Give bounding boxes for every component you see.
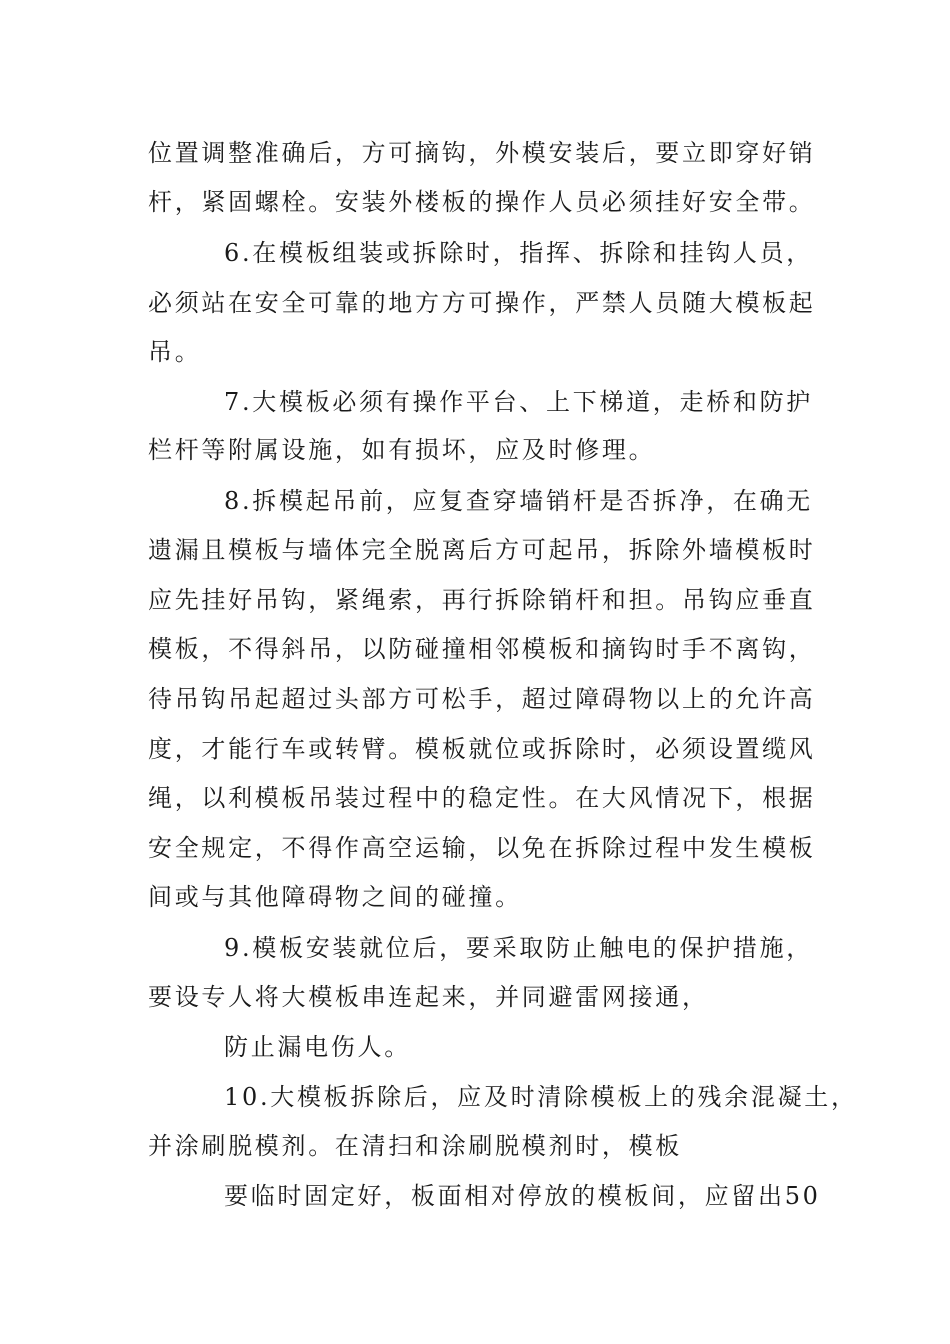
text-line: 必须站在安全可靠的地方方可操作，严禁人员随大模板起 <box>148 289 816 317</box>
text-line: 安全规定，不得作高空运输，以免在拆除过程中发生模板 <box>148 834 816 862</box>
text-line: 位置调整准确后，方可摘钩，外模安装后，要立即穿好销 <box>148 139 816 167</box>
text-line: 要设专人将大模板串连起来，并同避雷网接通， <box>148 983 709 1011</box>
text-line: 6.在模板组装或拆除时，指挥、拆除和挂钩人员， <box>224 239 813 267</box>
text-line: 9.模板安装就位后，要采取防止触电的保护措施， <box>224 934 813 962</box>
text-line: 防止漏电伤人。 <box>224 1033 411 1061</box>
text-line: 待吊钩吊起超过头部方可松手，超过障碍物以上的允许高 <box>148 685 816 713</box>
text-line: 遗漏且模板与墙体完全脱离后方可起吊，拆除外墙模板时 <box>148 536 816 564</box>
text-line: 要临时固定好，板面相对停放的模板间，应留出50 <box>224 1182 821 1210</box>
text-line: 间或与其他障碍物之间的碰撞。 <box>148 883 522 911</box>
text-line: 模板，不得斜吊，以防碰撞相邻模板和摘钩时手不离钩， <box>148 635 816 663</box>
text-line: 绳，以利模板吊装过程中的稳定性。在大风情况下，根据 <box>148 784 816 812</box>
text-line: 杆，紧固螺栓。安装外楼板的操作人员必须挂好安全带。 <box>148 188 816 216</box>
text-line: 吊。 <box>148 338 202 366</box>
text-line: 度，才能行车或转臂。模板就位或拆除时，必须设置缆风 <box>148 735 816 763</box>
text-line: 应先挂好吊钩，紧绳索，再行拆除销杆和担。吊钩应垂直 <box>148 586 816 614</box>
text-line: 并涂刷脱模剂。在清扫和涂刷脱模剂时，模板 <box>148 1132 682 1160</box>
text-line: 7.大模板必须有操作平台、上下梯道，走桥和防护 <box>224 388 813 416</box>
text-line: 栏杆等附属设施，如有损坏，应及时修理。 <box>148 436 656 464</box>
text-line: 8.拆模起吊前，应复查穿墙销杆是否拆净，在确无 <box>224 487 813 515</box>
text-line: 10.大模板拆除后，应及时清除模板上的残余混凝土， <box>224 1083 858 1111</box>
